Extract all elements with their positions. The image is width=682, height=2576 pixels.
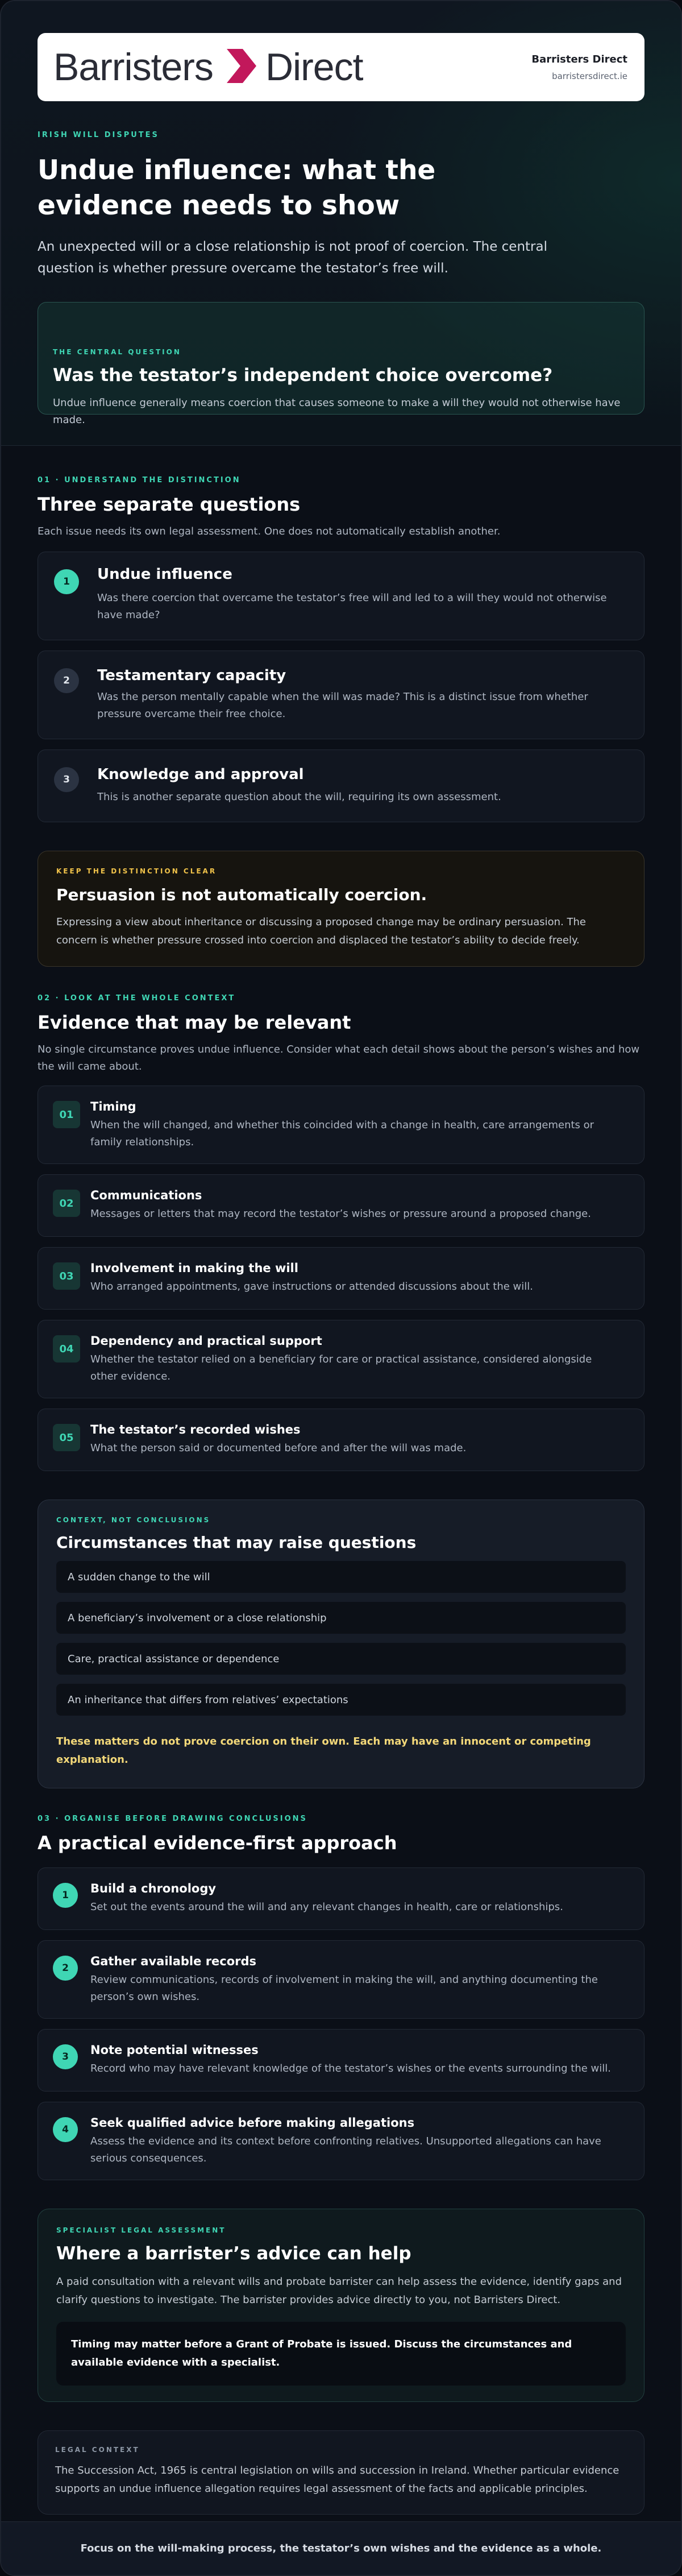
step-body: Assess the evidence and its context before confronting relatives. Unsupported allegations can have serious consequences. <box>90 2135 601 2164</box>
evidence-item-timing <box>38 1086 644 1164</box>
question-title: Testamentary capacity <box>97 667 286 684</box>
approach-section <box>1 1815 681 2515</box>
distinction-subtitle: Each issue needs its own legal assessment. One does not automatically establish another. <box>38 525 501 537</box>
context-title: Circumstances that may raise questions <box>56 1533 417 1552</box>
step-chronology <box>38 1867 644 1930</box>
evidence-title: Involvement in making the will <box>90 1261 298 1275</box>
advice-body: A paid consultation with a relevant wills and probate barrister can help assess the evidence, identify gaps and clarify questions to investigate. The barrister provides advice directly to you, not Barristers Direct. <box>56 2276 622 2306</box>
question-number: 2 <box>54 668 79 693</box>
advice-title: Where a barrister’s advice can help <box>56 2243 411 2264</box>
approach-title: A practical evidence-first approach <box>38 1832 397 1854</box>
step-title: Note potential witnesses <box>90 2043 259 2057</box>
evidence-item-recorded-wishes <box>38 1409 644 1471</box>
evidence-kicker: 02 · LOOK AT THE WHOLE CONTEXT <box>38 994 236 1003</box>
context-kicker: CONTEXT, NOT CONCLUSIONS <box>56 1516 211 1524</box>
evidence-item-communications <box>38 1174 644 1237</box>
question-body: Was there coercion that overcame the testator’s free will and led to a will they would not otherwise have made? <box>97 592 607 621</box>
brand-name: Barristers Direct <box>531 53 627 65</box>
step-number: 3 <box>53 2044 78 2069</box>
question-card-undue-influence <box>38 552 644 640</box>
evidence-body: Who arranged appointments, gave instructions or attended discussions about the will. <box>90 1281 533 1293</box>
evidence-title: The testator’s recorded wishes <box>90 1423 301 1436</box>
context-note: These matters do not prove coercion on their own. Each may have an innocent or competing explanation. <box>56 1736 591 1766</box>
advice-callout: Timing may matter before a Grant of Probate is issued. Discuss the circumstances and available evidence with a specialist. <box>56 2322 626 2386</box>
step-gather-records <box>38 1940 644 2019</box>
central-kicker: THE CENTRAL QUESTION <box>53 348 181 356</box>
evidence-item-involvement <box>38 1247 644 1310</box>
step-witnesses <box>38 2029 644 2092</box>
brand-url[interactable]: barristersdirect.ie <box>552 71 627 81</box>
question-body: This is another separate question about the will, requiring its own assessment. <box>97 791 501 803</box>
evidence-number: 02 <box>53 1190 80 1217</box>
evidence-number: 01 <box>53 1101 80 1128</box>
hero-lede: An unexpected will or a close relationship is not proof of coercion. The central question is whether pressure overcame the testator’s free will. <box>38 239 547 276</box>
legal-kicker: LEGAL CONTEXT <box>55 2446 140 2454</box>
central-question-card <box>38 302 644 426</box>
step-body: Set out the events around the will and any relevant changes in health, care or relationships. <box>90 1901 563 1913</box>
context-item: A sudden change to the will <box>56 1561 626 1593</box>
distinction-title: Three separate questions <box>38 494 301 515</box>
context-card <box>38 1500 644 1788</box>
evidence-number: 04 <box>53 1335 80 1362</box>
hero-kicker: IRISH WILL DISPUTES <box>38 131 159 139</box>
central-title: Was the testator’s independent choice overcome? <box>53 365 553 386</box>
step-number: 4 <box>53 2117 78 2142</box>
context-item: Care, practical assistance or dependence <box>56 1643 626 1675</box>
evidence-number: 05 <box>53 1424 80 1451</box>
brand-bar <box>38 33 644 101</box>
step-body: Record who may have relevant knowledge of the testator’s wishes or the events surrounding the will. <box>90 2063 611 2074</box>
advice-kicker: SPECIALIST LEGAL ASSESSMENT <box>56 2226 226 2234</box>
context-item: An inheritance that differs from relatives’ expectations <box>56 1684 626 1716</box>
question-number: 1 <box>54 569 79 594</box>
advice-card <box>38 2209 644 2402</box>
logo-word-right: Direct <box>265 45 363 89</box>
brand-meta <box>531 53 627 81</box>
evidence-subtitle: No single circumstance proves undue influence. Consider what each detail shows about the person’s wishes and how the will came about. <box>38 1043 640 1072</box>
step-number: 2 <box>53 1956 78 1981</box>
evidence-title: Communications <box>90 1188 202 1202</box>
evidence-body: When the will changed, and whether this coincided with a change in health, care arrangements or family relationships. <box>90 1119 594 1148</box>
page-title: Undue influence: what the evidence needs to show <box>38 155 436 221</box>
keep-body: Expressing a view about inheritance or discussing a proposed change may be ordinary persuasion. The concern is whether pressure crossed into coercion and displaced the testator’s ability to decide freely. <box>56 916 586 946</box>
brand-logo[interactable] <box>53 44 363 90</box>
hero-section <box>1 1 681 446</box>
keep-kicker: KEEP THE DISTINCTION CLEAR <box>56 867 217 875</box>
question-number: 3 <box>54 767 79 792</box>
question-body: Was the person mentally capable when the will was made? This is a distinct issue from whether pressure overcame their free choice. <box>97 691 588 720</box>
legal-body: The Succession Act, 1965 is central legislation on wills and succession in Ireland. Whether particular evidence supports an undue influence allegation requires legal assessment of the facts and applicable principles. <box>55 2465 619 2495</box>
question-card-testamentary-capacity <box>38 651 644 739</box>
evidence-item-dependency <box>38 1320 644 1398</box>
footer-banner: Focus on the will-making process, the testator’s own wishes and the evidence as a whole. <box>1 2521 681 2575</box>
legal-context-card <box>38 2430 644 2515</box>
approach-kicker: 03 · ORGANISE BEFORE DRAWING CONCLUSIONS <box>38 1815 307 1823</box>
question-title: Knowledge and approval <box>97 766 304 783</box>
evidence-title: Timing <box>90 1100 136 1113</box>
distinction-section <box>1 476 681 967</box>
keep-title: Persuasion is not automatically coercion. <box>56 885 427 904</box>
step-body: Review communications, records of involvement in making the will, and anything documenting the person’s own wishes. <box>90 1974 598 2003</box>
evidence-title: Dependency and practical support <box>90 1334 322 1348</box>
evidence-section <box>1 994 681 1788</box>
distinction-kicker: 01 · UNDERSTAND THE DISTINCTION <box>38 476 241 484</box>
question-card-knowledge-approval <box>38 749 644 822</box>
chevron-right-icon <box>223 44 259 90</box>
evidence-body: What the person said or documented before and after the will was made. <box>90 1442 467 1454</box>
logo-word-left: Barristers <box>53 45 213 89</box>
evidence-body: Whether the testator relied on a beneficiary for care or practical assistance, considered alongside other evidence. <box>90 1353 592 1382</box>
evidence-body: Messages or letters that may record the testator’s wishes or pressure around a proposed change. <box>90 1208 591 1220</box>
step-number: 1 <box>53 1883 78 1908</box>
context-item: A beneficiary’s involvement or a close relationship <box>56 1602 626 1634</box>
evidence-number: 03 <box>53 1262 80 1290</box>
question-title: Undue influence <box>97 566 232 583</box>
evidence-title: Evidence that may be relevant <box>38 1012 351 1033</box>
step-title: Seek qualified advice before making allegations <box>90 2116 415 2130</box>
step-title: Build a chronology <box>90 1882 217 1895</box>
central-body: Undue influence generally means coercion that causes someone to make a will they would not otherwise have made. <box>53 397 621 426</box>
step-title: Gather available records <box>90 1954 257 1968</box>
keep-distinction-card <box>38 851 644 967</box>
step-seek-advice <box>38 2102 644 2180</box>
